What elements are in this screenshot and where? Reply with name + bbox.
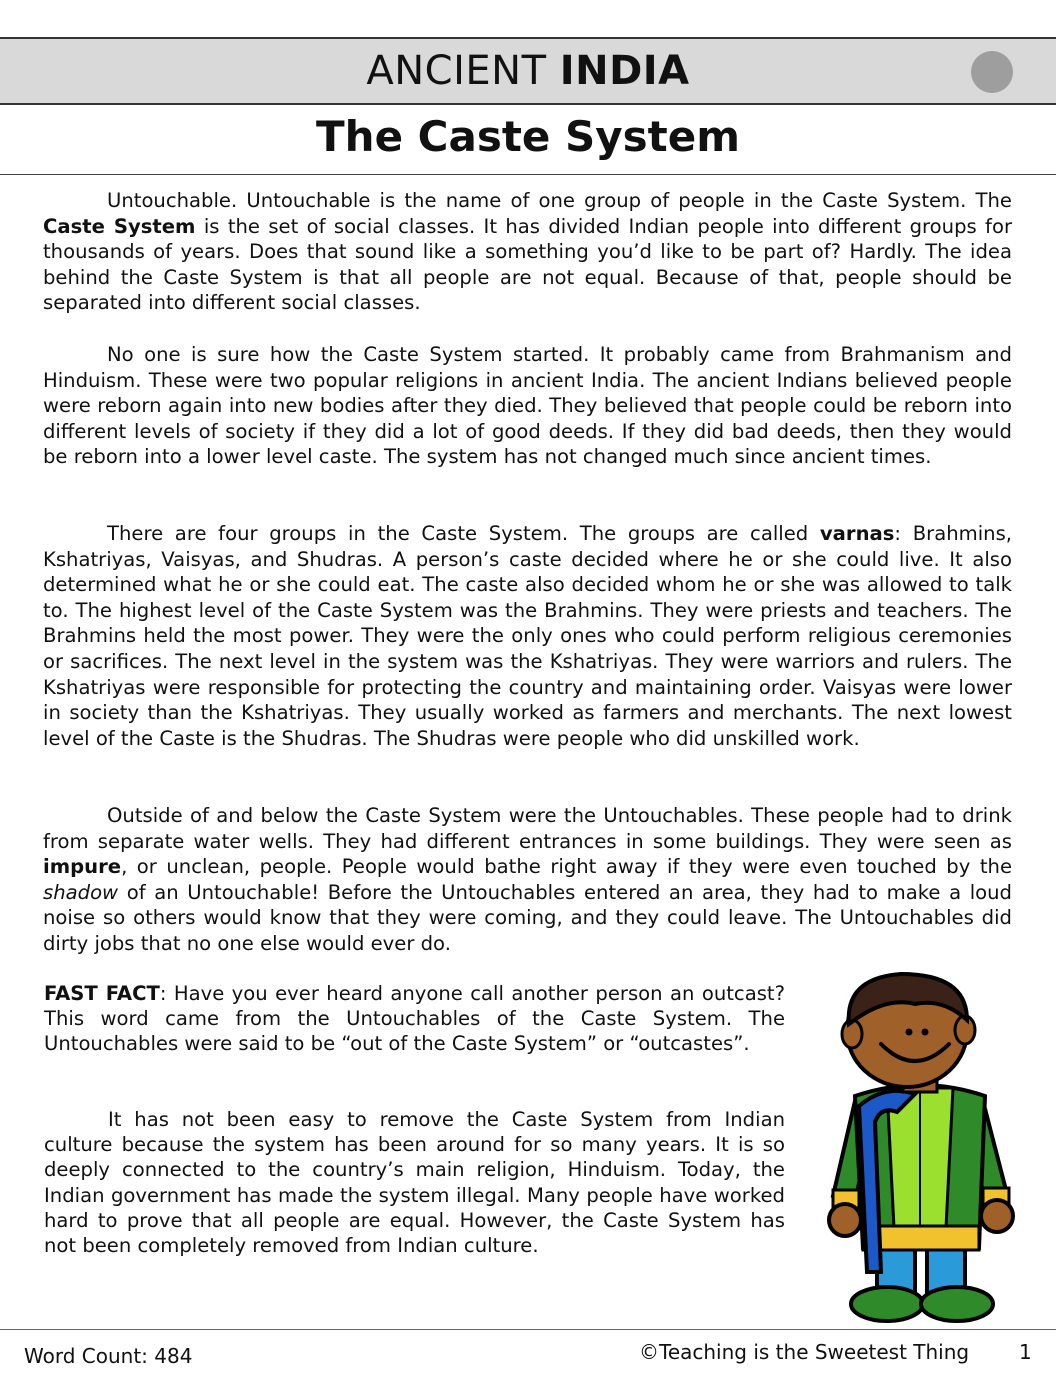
term-varnas: varnas [819,522,895,545]
term-shadow: shadow [43,880,119,904]
paragraph-4-text-c: , or unclean, people. People would bathe right away if they were even touched by the [121,855,1012,879]
paragraph-4-text-e: of an Untouchable! Before the Untouchables entered an area, they had to make a loud noise so others would know that they were coming, and they could leave. The Untouchables did dirty jobs that no one else would ever do. [43,880,1012,955]
circle-icon [971,51,1013,93]
header-band [0,37,1056,105]
paragraph-3-text-a: There are four groups in the Caste System. The groups are called [107,522,820,545]
term-caste-system: Caste System [43,214,196,238]
term-impure: impure [43,855,122,879]
header-title-bold: INDIA [559,48,690,94]
paragraph-2: No one is sure how the Caste System started. It probably came from Brahmanism and Hinduism. These were two popular religions in ancient India. The ancient Indians believed people were reborn again into new bodies after they died. They believed that people could be reborn into different levels of society if they did a lot of good deeds. If they did bad deeds, then they would be reborn into a lower level caste. The system has not changed much since ancient times. [43,343,1012,469]
header-title [0,39,1056,103]
boy-in-coat-illustration [815,966,1025,1326]
fast-fact [44,981,785,1057]
title-divider [0,174,1056,175]
paragraph-1 [43,188,1012,316]
paragraph-1-text-a: Untouchable. Untouchable is the name of one group of people in the Caste System. The [107,189,1012,212]
word-count: Word Count: 484 [24,1344,193,1368]
paragraph-3 [43,521,1012,751]
footer-divider [0,1329,1056,1330]
paragraph-3-text-c: : Brahmins, Kshatriyas, Vaisyas, and Shudras. A person’s caste decided where he or she could live. It also determined what he or she could eat. The caste also decided whom he or she was allowed to talk to. The highest level of the Caste System was the Brahmins. They were priests and teachers. The Brahmins held the most power. They were the only ones who could perform religious ceremonies or sacrifices. The next level in the system was the Kshatriyas. They were warriors and rulers. The Kshatriyas were responsible for protecting the country and maintaining order. Vaisyas were lower in society than the Kshatriyas. They usually worked as farmers and merchants. The next lowest level of the Caste is the Shudras. The Shudras were people who did unskilled work. [43,522,1013,750]
header-title-light: ANCIENT [366,48,560,94]
fast-fact-label: FAST FACT [44,982,160,1005]
paragraph-4-text-a: Outside of and below the Caste System were the Untouchables. These people had to drink from separate water wells. They had different entrances in some buildings. They were seen as [43,804,1012,853]
fast-fact-text: : Have you ever heard anyone call another person an outcast? This word came from the Untouchables of the Caste System. The Untouchables were said to be “out of the Caste System” or “outcastes”. [44,982,785,1056]
footer-credit: ©Teaching is the Sweetest Thing [639,1340,970,1364]
page-number: 1 [1019,1340,1032,1364]
paragraph-5: It has not been easy to remove the Caste System from Indian culture because the system has been around for so many years. It is so deeply connected to the country’s main religion, Hinduism. Today, the Indian government has made the system illegal. Many people have worked hard to prove that all people are equal. However, the Caste System has not been completely removed from Indian culture. [44,1108,785,1258]
page-title: The Caste System [316,112,740,161]
paragraph-4 [43,803,1012,957]
paragraph-1-text-c: is the set of social classes. It has divided Indian people into different groups for thousands of years. Does that sound like a something you’d like to be part of? Hardly. The idea behind the Caste System is that all people are not equal. Because of that, people should be separated into different social classes. [43,214,1012,315]
